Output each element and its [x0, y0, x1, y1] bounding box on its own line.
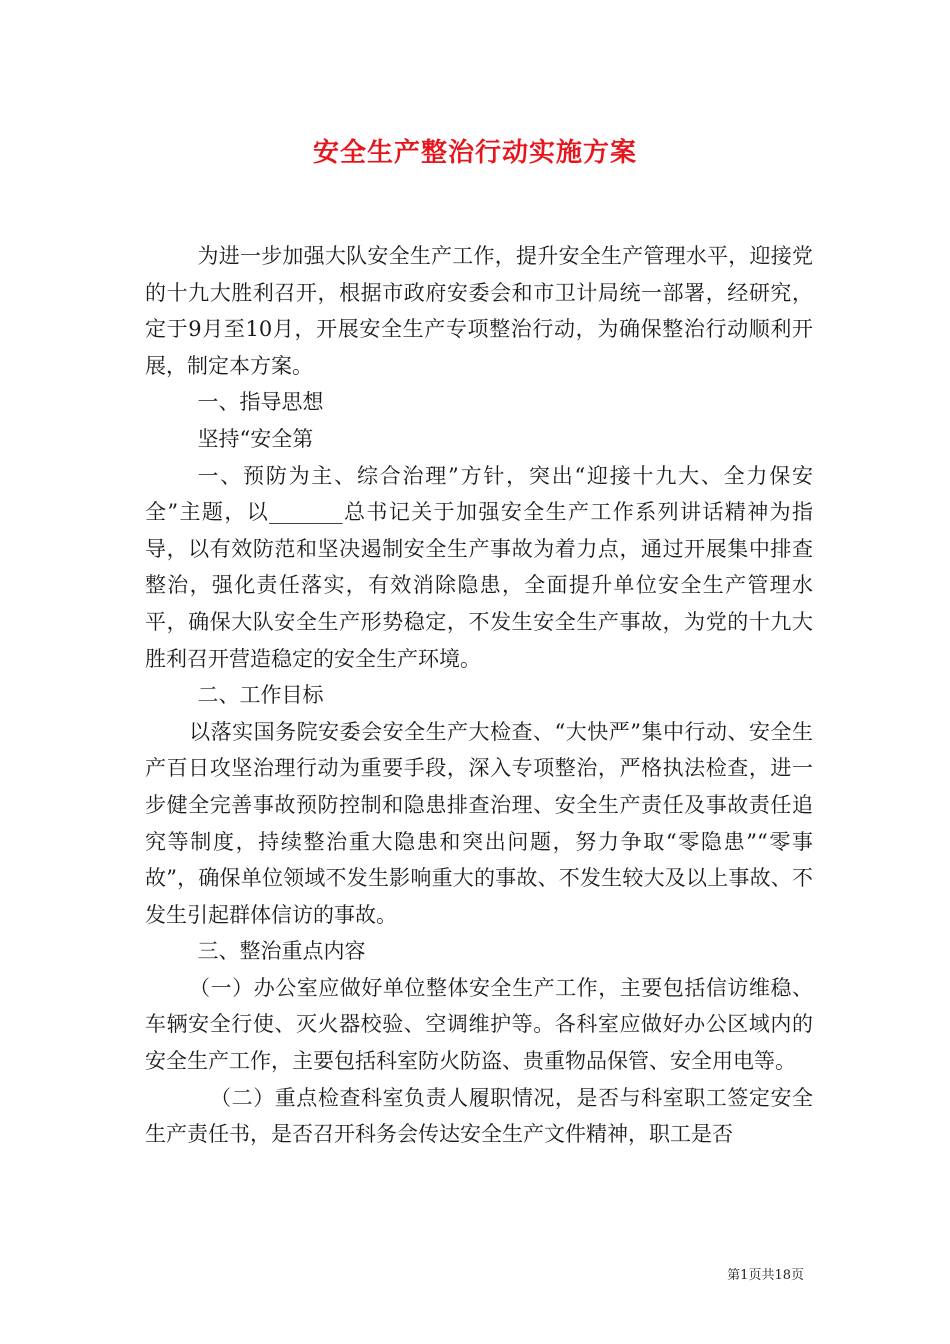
- section-heading-guiding-ideology: 一、指导思想: [197, 390, 324, 415]
- paragraph-work-goals: 以落实国务院安委会安全生产大检查、“大快严”集中行动、安全生产百日攻坚治理行动为重要手段，深入专项整治，严格执法检查，进一步健全完善事故预防控制和隐患排查治理、安全生产责任及事故责任追究等制度，持续整治重大隐患和突出问题，努力争取“零隐患”“零事故”，确保单位领域不发生影响重大的事故、不发生较大及以上事故、不发生引起群体信访的事故。: [145, 719, 813, 927]
- document-body: [145, 238, 813, 1153]
- paragraph-adhere: 坚持“安全第: [197, 426, 314, 451]
- section-heading-work-goals: 二、工作目标: [197, 683, 324, 708]
- page-number: 第1页共18页: [727, 1268, 804, 1283]
- paragraph-item-two: （二）重点检查科室负责人履职情况，是否与科室职工签定安全生产责任书，是否召开科务会传达安全生产文件精神，职工是否: [145, 1085, 813, 1147]
- paragraph-item-one: （一）办公室应做好单位整体安全生产工作，主要包括信访维稳、车辆安全行使、灭火器校验、空调维护等。各科室应做好办公区域内的安全生产工作，主要包括科室防火防盗、贵重物品保管、安全用电等。: [145, 975, 813, 1074]
- paragraph-guiding-principle: 一、预防为主、综合治理”方针，突出“迎接十九大、全力保安全”主题，以_______总书记关于加强安全生产工作系列讲话精神为指导，以有效防范和坚决遏制安全生产事故为着力点，通过开展集中排查整治，强化责任落实，有效消除隐患，全面提升单位安全生产管理水平，确保大队安全生产形势稳定，不发生安全生产事故，为党的十九大胜利召开营造稳定的安全生产环境。: [145, 463, 813, 671]
- section-heading-key-content: 三、整治重点内容: [197, 939, 366, 964]
- intro-paragraph: 为进一步加强大队安全生产工作，提升安全生产管理水平，迎接党的十九大胜利召开，根据市政府安委会和市卫计局统一部署，经研究，定于9月至10月，开展安全生产专项整治行动，为确保整治行动顺利开展，制定本方案。: [145, 244, 813, 378]
- document-title: 安全生产整治行动实施方案: [312, 138, 637, 168]
